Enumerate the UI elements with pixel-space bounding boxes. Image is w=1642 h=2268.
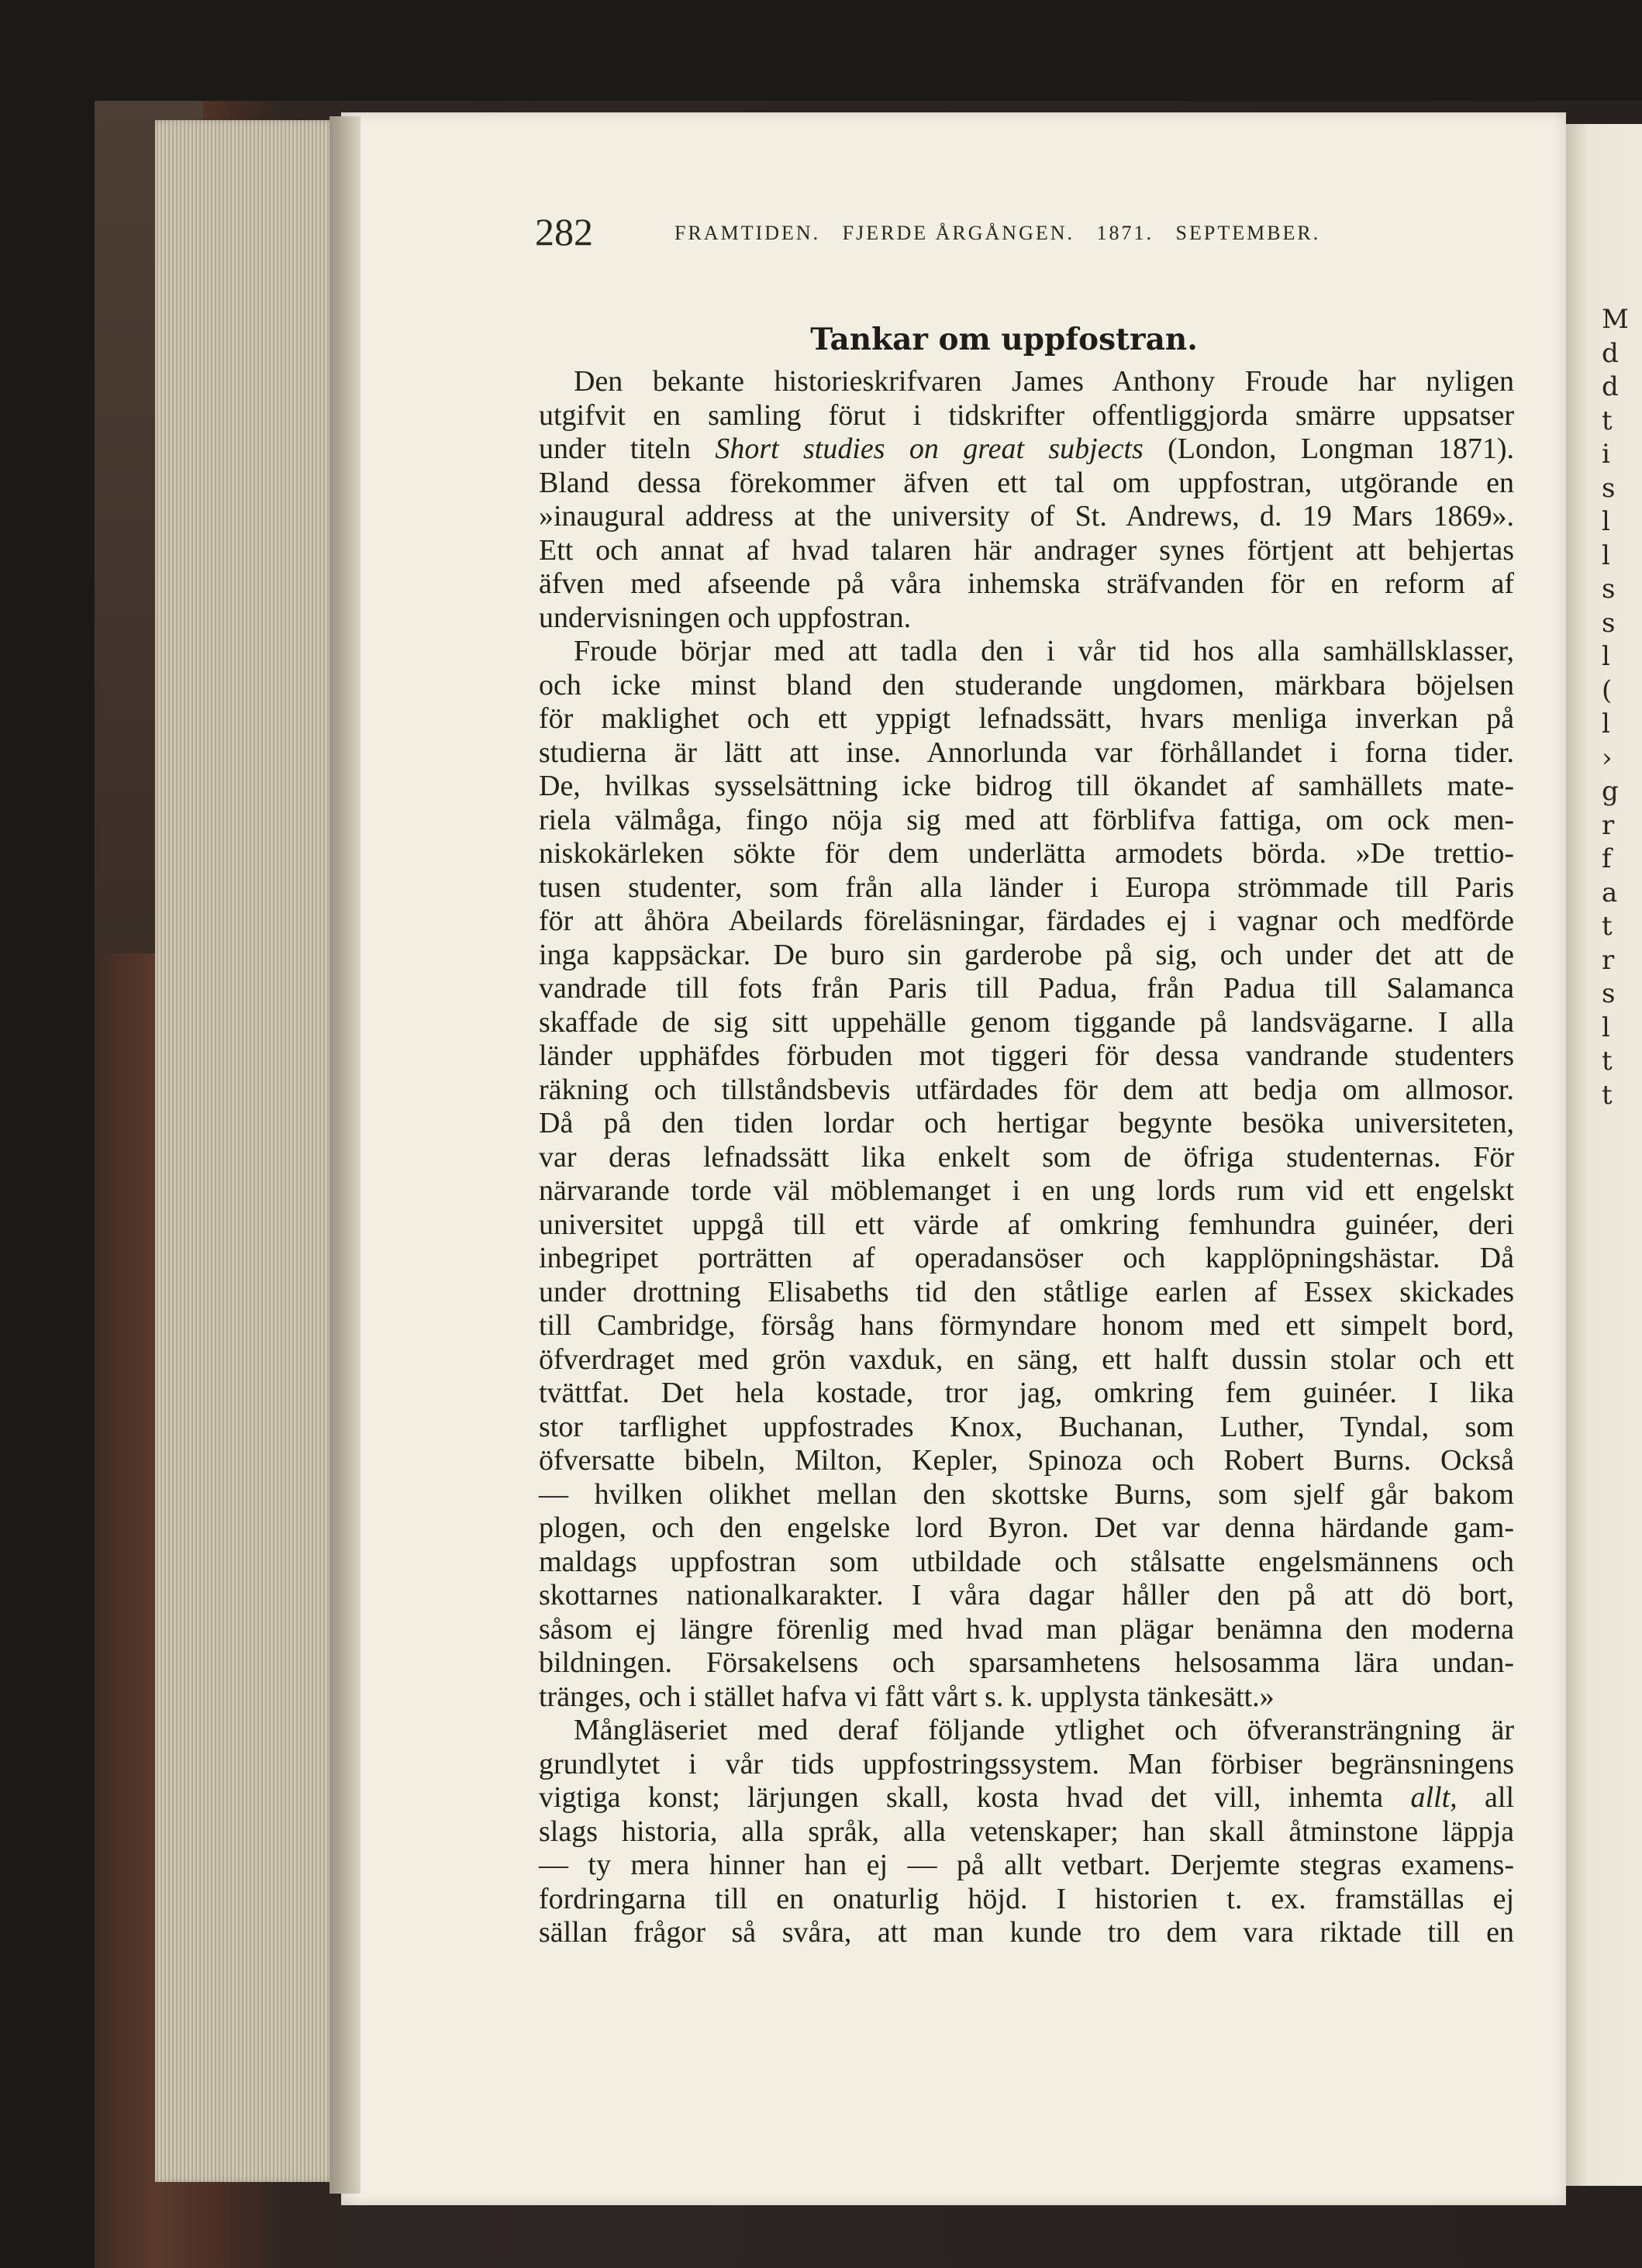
text-line: maldags uppfostran som utbildade och stålsatte engelsmännens och xyxy=(539,1545,1514,1578)
text-line: niskokärleken sökte för dem underlätta armodets börda. »De trettio- xyxy=(539,837,1514,870)
text-line: var deras lefnadssätt lika enkelt som de öfriga studenternas. För xyxy=(539,1140,1514,1174)
text-line: Då på den tiden lordar och hertigar begynte besöka universiteten, xyxy=(539,1107,1514,1139)
text-line: slags historia, alla språk, alla vetenskaper; han skall åtminstone läppja xyxy=(539,1815,1514,1848)
text-line: och icke minst bland den studerande ungdomen, märkbara böjelsen xyxy=(539,668,1514,701)
running-head: FRAMTIDEN. FJERDE ÅRGÅNGEN. 1871. SEPTEMBER. xyxy=(674,222,1321,244)
next-page-letter: t xyxy=(1602,911,1613,942)
next-page-letter: d xyxy=(1602,371,1619,402)
next-page-letter: M xyxy=(1602,304,1629,335)
text-line: tränges, och i stället hafva vi fått vårt s. k. upplysta tänkesätt.» xyxy=(539,1680,1275,1713)
text-line: — ty mera hinner han ej — på allt vetbart. Derjemte stegras examens- xyxy=(539,1849,1514,1881)
next-page-letter: f xyxy=(1602,843,1612,874)
text-line: inga kappsäckar. De buro sin garderobe på sig, och under det att de xyxy=(539,938,1514,971)
text-line: Bland dessa förekommer äfven ett tal om uppfostran, utgörande en xyxy=(539,466,1514,499)
next-page-letter: ( xyxy=(1602,674,1613,706)
book-page xyxy=(341,112,1566,2205)
text-line: vigtiga konst; lärjungen skall, kosta hvad det vill, inhemta allt, all xyxy=(539,1781,1515,1814)
text-line: undervisningen och uppfostran. xyxy=(539,601,912,634)
next-page-letter: s xyxy=(1602,472,1616,504)
next-page-letter: s xyxy=(1602,574,1616,605)
next-page-letter: t xyxy=(1602,1046,1613,1077)
text-line: Froude börjar med att tadla den i vår tid hos alla samhällsklasser, xyxy=(574,635,1514,667)
text-line: till Cambridge, försåg hans förmyndare honom med ett simpelt bord, xyxy=(539,1309,1514,1342)
text-line: vandrade till fots från Paris till Padua, från Padua till Salamanca xyxy=(539,972,1514,1005)
text-line: riela välmåga, fingo nöja sig med att förblifva fattiga, om ock men- xyxy=(539,803,1514,836)
text-line: grundlytet i vår tids uppfostringssystem. Man förbiser begränsningens xyxy=(539,1747,1514,1780)
text-line: stor tarflighet uppfostrades Knox, Buchanan, Luther, Tyndal, som xyxy=(539,1410,1514,1443)
text-line: tvättfat. Det hela kostade, tror jag, omkring fem guinéer. I lika xyxy=(539,1377,1514,1409)
article-body xyxy=(539,365,1514,1950)
text-line: öfverdraget med grön vaxduk, en säng, ett halft dussin stolar och ett xyxy=(539,1343,1514,1376)
text-line: för att åhöra Abeilards föreläsningar, färdades ej i vagnar och medförde xyxy=(539,905,1514,937)
next-page-letter: i xyxy=(1602,439,1610,470)
next-page-letter: l xyxy=(1602,506,1610,537)
text-line: länder upphäfdes förbuden mot tiggeri för dessa vandrande studenters xyxy=(539,1039,1514,1072)
next-page-letter: r xyxy=(1602,944,1615,976)
page-gutter xyxy=(329,116,360,2194)
next-page-letter: l xyxy=(1602,1012,1610,1043)
next-page-letter: a xyxy=(1602,877,1618,908)
next-page-letter: d xyxy=(1602,337,1619,369)
text-line: skottarnes nationalkarakter. I våra dagar håller den på att dö bort, xyxy=(539,1579,1514,1611)
text-line: »inaugural address at the university of St. Andrews, d. 19 Mars 1869». xyxy=(539,500,1514,533)
article-title: Tankar om uppfostran. xyxy=(810,322,1198,357)
next-page-letter: l xyxy=(1602,641,1610,672)
text-line: skaffade de sig sitt uppehälle genom tiggande på landsvägarne. I alla xyxy=(539,1005,1514,1039)
next-page-letter: g xyxy=(1602,776,1619,807)
text-line: Den bekante historieskrifvaren James Anthony Froude har nyligen xyxy=(574,365,1514,398)
next-page-edge xyxy=(1566,124,1642,2186)
next-page-letter: r xyxy=(1602,809,1615,841)
text-line: universitet uppgå till ett värde af omkring femhundra guinéer, deri xyxy=(539,1208,1514,1241)
text-line: inbegripet porträtten af operadansöser och kapplöpningshästar. Då xyxy=(539,1242,1514,1274)
text-line: Mångläseriet med deraf följande ytlighet och öfveransträngning är xyxy=(574,1714,1514,1746)
text-line: Ett och annat af hvad talaren här andrager synes förtjent att behjertas xyxy=(539,533,1514,567)
text-line: öfversatte bibeln, Milton, Kepler, Spinoza och Robert Burns. Också xyxy=(539,1444,1514,1477)
text-line: plogen, och den engelske lord Byron. Det var denna härdande gam- xyxy=(539,1511,1514,1544)
next-page-letter: l xyxy=(1602,708,1610,739)
text-line: studierna är lätt att inse. Annorlunda var förhållandet i forna tider. xyxy=(539,736,1514,769)
text-line: fordringarna till en onaturlig höjd. I historien t. ex. framställas ej xyxy=(539,1882,1514,1915)
text-line: under titeln Short studies on great subjects (London, Longman 1871). xyxy=(539,433,1514,465)
text-line: såsom ej längre förenlig med hvad man plägar benämna den moderna xyxy=(539,1612,1514,1646)
text-line: under drottning Elisabeths tid den ståtlige earlen af Essex skickades xyxy=(539,1275,1514,1308)
next-page-letter: l xyxy=(1602,539,1610,571)
text-line: äfven med afseende på våra inhemska sträfvanden för en reform af xyxy=(539,567,1514,600)
next-page-letter: s xyxy=(1602,978,1616,1009)
text-line: utgifvit en samling förut i tidskrifter offentliggjorda smärre uppsatser xyxy=(539,398,1514,432)
text-line: sällan frågor så svåra, att man kunde tro dem vara riktade till en xyxy=(539,1916,1514,1949)
next-page-letter: › xyxy=(1602,742,1613,774)
text-line: närvarande torde väl möblemanget i en ung lords rum vid ett engelskt xyxy=(539,1174,1514,1207)
text-line: bildningen. Försakelsens och sparsamhetens helsosamma lära undan- xyxy=(539,1646,1514,1679)
text-line: De, hvilkas sysselsättning icke bidrog till ökandet af samhällets mate- xyxy=(539,770,1514,802)
next-page-letter: t xyxy=(1602,1079,1613,1111)
text-line: för maklighet och ett yppigt lefnadssätt, hvars menliga inverkan på xyxy=(539,702,1514,735)
next-page-letter: t xyxy=(1602,405,1613,436)
page-edges xyxy=(155,120,341,2182)
page-number: 282 xyxy=(535,210,593,253)
text-line: tusen studenter, som från alla länder i Europa strömmade till Paris xyxy=(539,870,1514,904)
text-line: räkning och tillståndsbevis utfärdades för dem att bedja om allmosor. xyxy=(539,1073,1514,1106)
text-line: — hvilken olikhet mellan den skottske Burns, som sjelf går bakom xyxy=(539,1477,1514,1511)
page-header xyxy=(341,209,1566,256)
next-page-letter: s xyxy=(1602,607,1616,639)
